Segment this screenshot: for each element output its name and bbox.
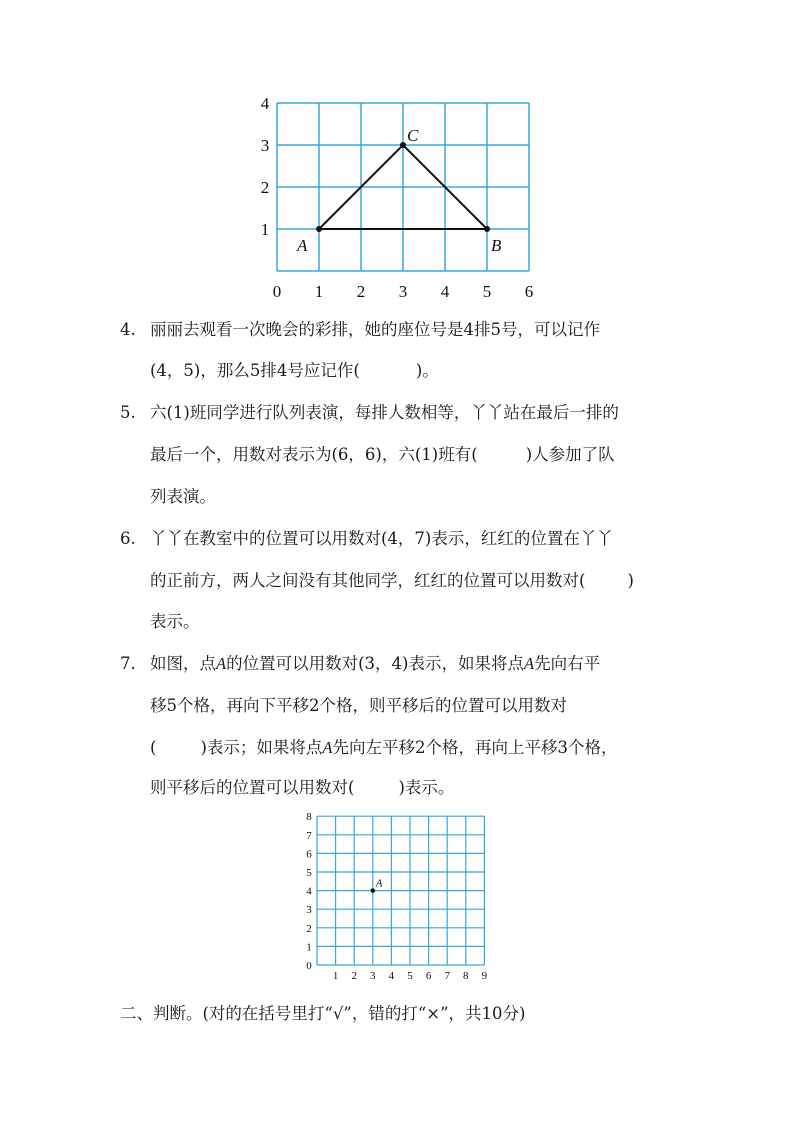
question-text: 丽丽去观看一次晚会的彩排，她的座位号是4排5号，可以记作 <box>150 320 600 339</box>
question-text: 六(1)班同学进行队列表演，每排人数相等，丫丫站在最后一排的 <box>150 403 619 422</box>
question-number: 6. <box>120 529 136 548</box>
y-tick-label: 6 <box>306 848 312 861</box>
y-tick-label: 1 <box>260 220 270 239</box>
question-text: 列表演。 <box>150 487 216 506</box>
y-tick-label: 3 <box>306 904 312 917</box>
x-tick-label: 4 <box>388 970 395 982</box>
x-tick-label: 9 <box>481 970 488 982</box>
x-tick-label: 6 <box>524 282 534 301</box>
question-text: 先向左平移2个格，再向上平移3个格， <box>332 738 618 757</box>
y-tick-label: 8 <box>306 811 312 824</box>
y-tick-label: 3 <box>260 136 270 155</box>
x-tick-label: 5 <box>407 970 413 982</box>
question-text: ( <box>150 738 157 757</box>
y-tick-label: 4 <box>260 95 270 113</box>
x-tick-label: 5 <box>482 282 492 301</box>
point-variable: A <box>216 654 227 673</box>
question-text: 移5个格，再向下平移2个格，则平移后的位置可以用数对 <box>150 696 567 715</box>
vertex-label: C <box>407 126 419 145</box>
question-text: (4，5)，那么5排4号应记作( <box>150 361 360 380</box>
question-text: 的正前方，两人之间没有其他同学，红红的位置可以用数对( <box>150 571 586 590</box>
question-number: 4. <box>120 320 136 339</box>
x-tick-label: 1 <box>332 970 339 982</box>
question-text: 先向右平 <box>534 654 601 673</box>
question-text: )表示；如果将点 <box>200 738 323 757</box>
y-tick-label: 2 <box>306 922 312 935</box>
point-variable: A <box>322 738 333 757</box>
question-number: 7. <box>120 654 136 673</box>
y-tick-label: 2 <box>260 178 270 197</box>
question-text: )人参加了队 <box>525 445 615 464</box>
question-text: 表示。 <box>150 612 200 631</box>
point-variable: A <box>523 654 535 673</box>
question-text: 最后一个，用数对表示为(6，6)，六(1)班有( <box>150 445 478 464</box>
question-text: )表示。 <box>398 778 455 797</box>
x-tick-label: 6 <box>425 970 432 982</box>
y-tick-label: 5 <box>306 867 312 879</box>
question-number: 5. <box>120 403 136 422</box>
question-text: 的位置可以用数对(3，4)表示，如果将点 <box>226 654 524 673</box>
y-tick-label: 0 <box>306 960 312 972</box>
y-tick-label: 4 <box>306 885 312 898</box>
question-text: 丫丫在教室中的位置可以用数对(4，7)表示，红红的位置在丫丫 <box>150 529 613 548</box>
vertex-b <box>484 226 490 232</box>
x-tick-label: 2 <box>356 282 366 301</box>
x-tick-label: 0 <box>272 282 282 301</box>
x-tick-label: 3 <box>370 970 376 982</box>
y-tick-label: 1 <box>306 941 312 954</box>
vertex-a <box>316 226 322 232</box>
y-tick-label: 7 <box>306 829 312 842</box>
x-tick-label: 2 <box>351 970 357 982</box>
section-2-heading: 二、判断。(对的在括号里打“√”，错的打“×”，共10分) <box>120 1004 526 1023</box>
x-tick-label: 4 <box>440 282 450 301</box>
vertex-c <box>400 142 406 148</box>
triangle-figure <box>250 95 550 305</box>
vertex-label: B <box>491 236 502 255</box>
point-label: A <box>375 877 383 890</box>
x-tick-label: 7 <box>444 970 450 982</box>
x-tick-label: 8 <box>463 970 469 982</box>
question-text: 则平移后的位置可以用数对( <box>150 778 355 797</box>
question-text: )。 <box>415 361 439 380</box>
question-text: ) <box>627 571 634 590</box>
grid-point-figure <box>300 808 500 988</box>
question-text: 如图，点 <box>150 654 216 673</box>
x-tick-label: 3 <box>398 282 408 301</box>
x-tick-label: 1 <box>314 282 324 301</box>
vertex-label: A <box>297 236 308 255</box>
point-a <box>371 888 375 892</box>
